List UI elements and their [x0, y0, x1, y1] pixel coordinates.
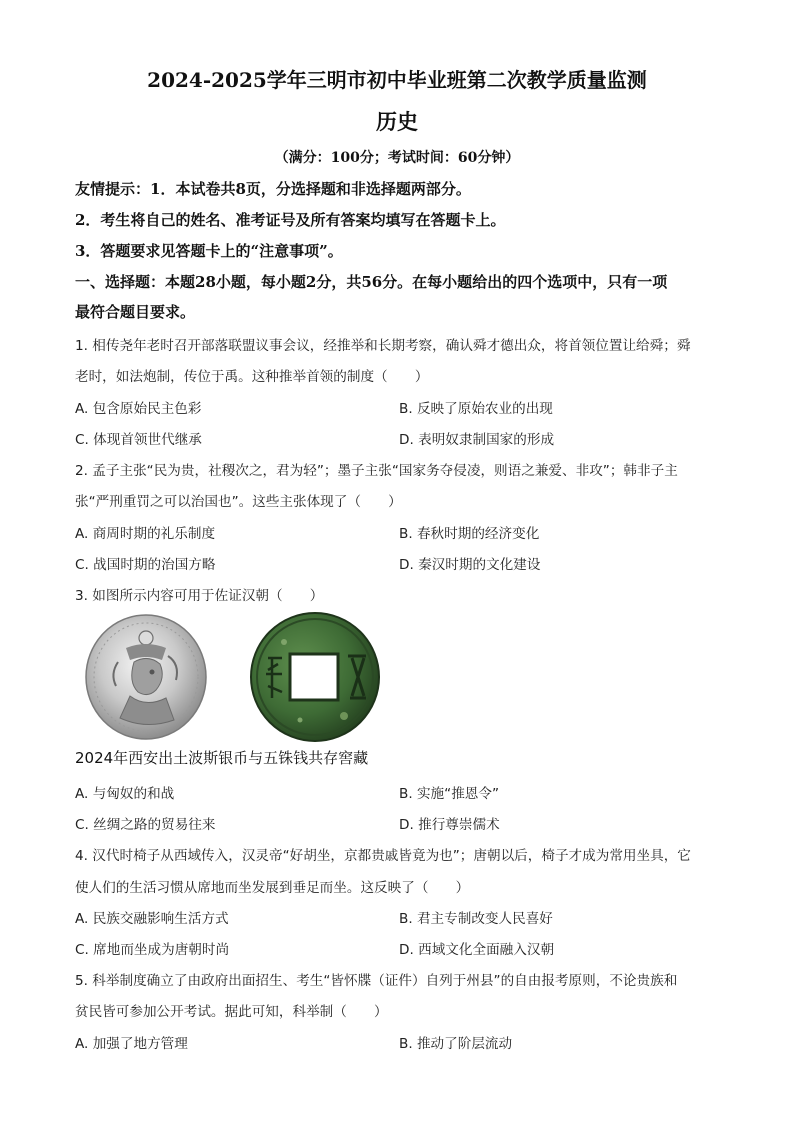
q4-option-a: A. 民族交融影响生活方式	[75, 911, 229, 927]
q3-option-a: A. 与匈奴的和战	[75, 786, 175, 802]
q2-stem-line-2: 张“严刑重罚之可以治国也”。这些主张体现了（ ）	[75, 494, 402, 510]
q1-option-d: D. 表明奴隶制国家的形成	[399, 432, 555, 448]
q1-stem-line-1: 1. 相传尧年老时召开部落联盟议事会议，经推举和长期考察，确认舜才德出众，将首领位置让给舜；舜	[75, 338, 691, 354]
q5-option-b: B. 推动了阶层流动	[399, 1036, 513, 1052]
q5-stem-line-2: 贫民皆可参加公开考试。据此可知，科举制（ ）	[75, 1004, 388, 1020]
q2-option-b: B. 春秋时期的经济变化	[399, 526, 540, 542]
q3-option-b: B. 实施“推恩令”	[399, 786, 500, 802]
subject-title: 历史	[376, 109, 418, 134]
q4-stem-line-1: 4. 汉代时椅子从西域传入，汉灵帝“好胡坐，京都贵戚皆竟为也”；唐朝以后，椅子才成为常用坐具，它	[75, 848, 691, 864]
q1-option-a: A. 包含原始民主色彩	[75, 401, 202, 417]
tip-line-2: 2．考生将自己的姓名、准考证号及所有答案均填写在答题卡上。	[75, 211, 506, 229]
q4-option-b: B. 君主专制改变人民喜好	[399, 911, 553, 927]
q4-option-d: D. 西域文化全面融入汉朝	[399, 942, 555, 958]
q1-stem-line-2: 老时，如法炮制，传位于禹。这种推举首领的制度（ ）	[75, 369, 429, 385]
q3-image-caption: 2024年西安出土波斯银币与五铢钱共存窖藏	[75, 749, 369, 767]
q1-option-b: B. 反映了原始农业的出现	[399, 401, 553, 417]
section-heading-line-1: 一、选择题：本题28小题，每小题2分，共56分。在每小题给出的四个选项中，只有一项	[75, 273, 668, 291]
q3-option-c: C. 丝绸之路的贸易往来	[75, 817, 216, 833]
q1-option-c: C. 体现首领世代继承	[75, 432, 202, 448]
q2-option-d: D. 秦汉时期的文化建设	[399, 557, 541, 573]
tip-line-1: 友情提示：1．本试卷共8页，分选择题和非选择题两部分。	[75, 180, 471, 198]
q5-option-a: A. 加强了地方管理	[75, 1036, 188, 1052]
q4-stem-line-2: 使人们的生活习惯从席地而坐发展到垂足而坐。这反映了（ ）	[75, 880, 470, 896]
wuzhu-bronze-coin-icon	[251, 613, 379, 741]
coin-photos	[82, 612, 392, 742]
q3-stem-line-1: 3. 如图所示内容可用于佐证汉朝（ ）	[75, 588, 324, 604]
q2-option-a: A. 商周时期的礼乐制度	[75, 526, 216, 542]
persian-silver-coin-icon	[86, 615, 206, 739]
exam-info: （满分：100分；考试时间：60分钟）	[274, 150, 520, 166]
section-heading-line-2: 最符合题目要求。	[75, 303, 196, 321]
q2-stem-line-1: 2. 孟子主张“民为贵，社稷次之，君为轻”；墨子主张“国家务夺侵凌，则语之兼爱、非攻”；韩非子主	[75, 463, 678, 479]
exam-title: 2024-2025学年三明市初中毕业班第二次教学质量监测	[147, 68, 647, 92]
q5-stem-line-1: 5. 科举制度确立了由政府出面招生、考生“皆怀牒（证件）自列于州县”的自由报考原则，不论贵族和	[75, 973, 678, 989]
q2-option-c: C. 战国时期的治国方略	[75, 557, 216, 573]
q4-option-c: C. 席地而坐成为唐朝时尚	[75, 942, 230, 958]
tip-line-3: 3．答题要求见答题卡上的“注意事项”。	[75, 242, 343, 260]
q3-option-d: D. 推行尊崇儒术	[399, 817, 500, 833]
